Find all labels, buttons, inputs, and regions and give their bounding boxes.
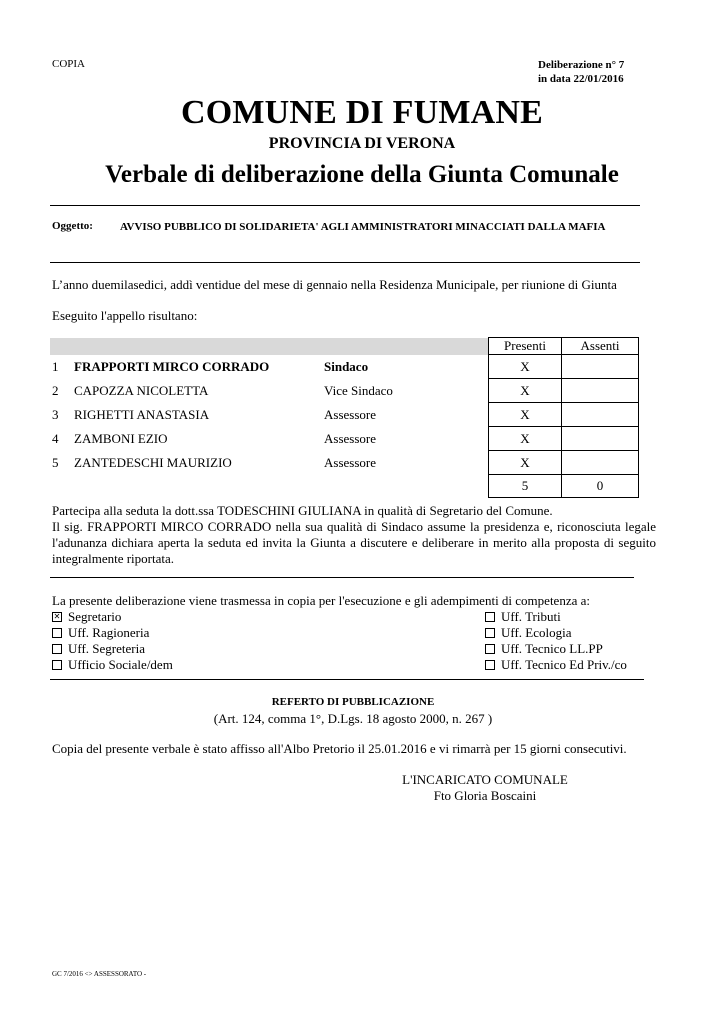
table-row: 2 CAPOZZA NICOLETTA Vice Sindaco X: [50, 379, 639, 403]
table-header-row: [50, 338, 639, 355]
checkbox-icon[interactable]: [485, 660, 495, 670]
deliberation-date: in data 22/01/2016: [538, 73, 624, 85]
member-name: ZANTEDESCHI MAURIZIO: [74, 454, 232, 470]
total-presenti: 5: [489, 475, 562, 498]
copy-label: COPIA: [52, 58, 86, 70]
presente-cell: X: [489, 451, 562, 475]
assente-cell: [562, 451, 639, 475]
presente-cell: X: [489, 379, 562, 403]
assenti-header: Assenti: [562, 338, 639, 355]
presente-cell: X: [489, 403, 562, 427]
table-row: 3 RIGHETTI ANASTASIA Assessore X: [50, 403, 639, 427]
office-item: Uff. Ecologia: [485, 625, 627, 641]
transmission-text: La presente deliberazione viene trasmessa in copia per l'esecuzione e gli adempimenti di competenza a:: [52, 593, 590, 608]
divider-bottom: [50, 679, 644, 680]
office-item: Ufficio Sociale/dem: [52, 657, 173, 673]
checkbox-icon[interactable]: [52, 660, 62, 670]
table-row: 5 ZANTEDESCHI MAURIZIO Assessore X: [50, 451, 639, 475]
intro-paragraph: L’anno duemilasedici, addì ventidue del mese di gennaio nella Residenza Municipale, per riunione di Giunta: [52, 277, 617, 292]
office-item: Uff. Segreteria: [52, 641, 173, 657]
presenti-header: Presenti: [489, 338, 562, 355]
office-item: Uff. Ragioneria: [52, 625, 173, 641]
participation-block: [52, 503, 656, 567]
member-role: Assessore: [324, 406, 376, 422]
municipality-title: COMUNE DI FUMANE: [180, 94, 544, 131]
total-assenti: 0: [562, 475, 639, 498]
table-row: 1 FRAPPORTI MIRCO CORRADO Sindaco X: [50, 355, 639, 379]
member-role: Assessore: [324, 430, 376, 446]
deliberation-info: [538, 58, 624, 86]
footer-code: GC 7/2016 <> ASSESSORATO -: [52, 970, 147, 978]
checkbox-icon[interactable]: [52, 628, 62, 638]
offices-left-list: [52, 609, 173, 673]
deliberation-number: Deliberazione n° 7: [538, 59, 625, 71]
member-name: ZAMBONI EZIO: [74, 430, 168, 446]
office-item: ✕ Segretario: [53, 609, 122, 624]
attendance-table: [50, 337, 639, 498]
office-item: Uff. Tributi: [485, 609, 627, 625]
divider-top: [50, 205, 640, 206]
checkbox-icon[interactable]: [485, 612, 495, 622]
assente-cell: [562, 403, 639, 427]
publication-report-title: REFERTO DI PUBBLICAZIONE: [271, 696, 435, 708]
divider-middle: [50, 577, 634, 578]
province-subtitle: PROVINCIA DI VERONA: [268, 135, 456, 152]
member-name: FRAPPORTI MIRCO CORRADO: [74, 358, 270, 374]
member-role: Assessore: [324, 454, 376, 470]
checkbox-icon[interactable]: [485, 628, 495, 638]
assente-cell: [562, 379, 639, 403]
secretary-paragraph: Partecipa alla seduta la dott.ssa TODESCHINI GIULIANA in qualità di Segretario del Comune.: [52, 503, 553, 518]
signature-block: [380, 772, 590, 804]
table-totals-row: [50, 475, 639, 498]
presente-cell: X: [489, 355, 562, 379]
document-heading: Verbale di deliberazione della Giunta Comunale: [105, 161, 619, 188]
roll-call-intro: Eseguito l'appello risultano:: [52, 308, 198, 323]
member-role: Sindaco: [324, 358, 369, 374]
checkbox-icon[interactable]: [52, 644, 62, 654]
presente-cell: X: [489, 427, 562, 451]
publication-report-subtitle: (Art. 124, comma 1°, D.Lgs. 18 agosto 2000, n. 267 ): [213, 711, 493, 726]
subject-label: Oggetto:: [52, 220, 93, 232]
member-name: CAPOZZA NICOLETTA: [74, 382, 209, 398]
signature-role: L'INCARICATO COMUNALE: [402, 772, 568, 787]
signature-name: Fto Gloria Boscaini: [433, 788, 537, 803]
member-role: Vice Sindaco: [324, 382, 393, 398]
checkbox-icon[interactable]: [485, 644, 495, 654]
member-name: RIGHETTI ANASTASIA: [74, 406, 210, 422]
office-item: Uff. Tecnico LL.PP: [485, 641, 627, 657]
publication-text: Copia del presente verbale è stato affisso all'Albo Pretorio il 25.01.2016 e vi rimarrà per 15 giorni consecutivi.: [52, 741, 627, 756]
assente-cell: [562, 355, 639, 379]
subject-text: AVVISO PUBBLICO DI SOLIDARIETA' AGLI AMMINISTRATORI MINACCIATI DALLA MAFIA: [120, 221, 606, 233]
assente-cell: [562, 427, 639, 451]
checkbox-checked-icon[interactable]: ✕: [53, 612, 61, 622]
divider-subject: [50, 262, 640, 263]
offices-right-list: [485, 609, 627, 673]
table-row: 4 ZAMBONI EZIO Assessore X: [50, 427, 639, 451]
office-item: Uff. Tecnico Ed Priv./co: [485, 657, 627, 673]
presidency-paragraph: Il sig. FRAPPORTI MIRCO CORRADO nella sua qualità di Sindaco assume la presidenza e, riconosciuta legale l'adunanza dichiara aperta la seduta ed invita la Giunta a discutere e deliberare in merito alla proposta di seguito integralmente riportata.: [52, 519, 656, 566]
